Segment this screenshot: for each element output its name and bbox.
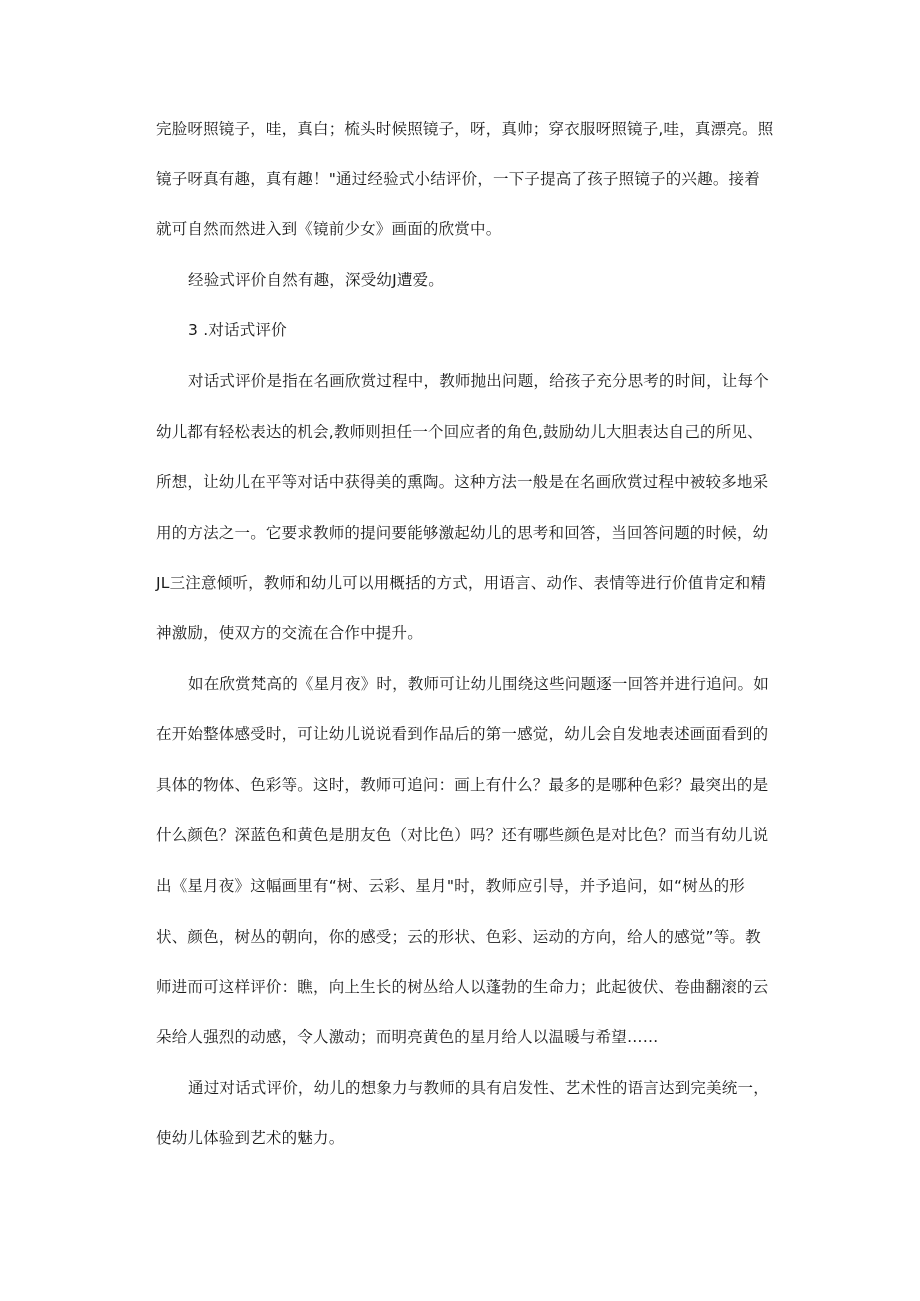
paragraph-4-line-6: 状、颜色，树丛的朝向，你的感受；云的形状、色彩、运动的方向，给人的感觉”等。教	[156, 928, 761, 946]
paragraph-4-line-4: 什么颜色？深蓝色和黄色是朋友色（对比色）吗？还有哪些颜色是对比色？而当有幼儿说	[156, 826, 769, 844]
paragraph-3-line-4: 用的方法之一。它要求教师的提问要能够激起幼儿的思考和回答，当回答问题的时候，幼	[156, 524, 769, 542]
paragraph-4-line-1: 如在欣赏梵高的《星月夜》时，教师可让幼儿围绕这些问题逐一回答并进行追问。如	[188, 675, 769, 693]
paragraph-2-line-1: 经验式评价自然有趣，深受幼J遭爱。	[188, 271, 444, 289]
paragraph-1-line-2: 镜子呀真有趣，真有趣！"通过经验式小结评价，一下子提高了孩子照镜子的兴趣。接着	[156, 170, 760, 188]
paragraph-3-line-5: JL三注意倾听，教师和幼儿可以用概括的方式，用语言、动作、表情等进行价值肯定和精	[156, 574, 767, 592]
section-heading: 3 .对话式评价	[188, 321, 287, 339]
paragraph-4-line-3: 具体的物体、色彩等。这时，教师可追问：画上有什么？最多的是哪种色彩？最突出的是	[156, 776, 769, 794]
paragraph-1-line-3: 就可自然而然进入到《镜前少女》画面的欣赏中。	[156, 220, 502, 238]
paragraph-3-line-1: 对话式评价是指在名画欣赏过程中，教师抛出问题，给孩子充分思考的时间，让每个	[188, 372, 769, 390]
paragraph-1-line-1: 完脸呀照镜子，哇，真白；梳头时候照镜子，呀，真帅；穿衣服呀照镜子,哇，真漂亮。照	[156, 120, 774, 138]
paragraph-5-line-2: 使幼儿体验到艺术的魅力。	[156, 1129, 345, 1147]
paragraph-3-line-3: 所想，让幼儿在平等对话中获得美的熏陶。这种方法一般是在名画欣赏过程中被较多地采	[156, 473, 769, 491]
paragraph-4-line-2: 在开始整体感受时，可让幼儿说说看到作品后的第一感觉，幼儿会自发地表述画面看到的	[156, 725, 769, 743]
paragraph-5-line-1: 通过对话式评价，幼儿的想象力与教师的具有启发性、艺术性的语言达到完美统一，	[188, 1079, 769, 1097]
paragraph-4-line-8: 朵给人强烈的动感，令人激动；而明亮黄色的星月给人以温暖与希望……	[156, 1028, 659, 1046]
paragraph-4-line-7: 师进而可这样评价：瞧，向上生长的树丛给人以蓬勃的生命力；此起彼伏、卷曲翻滚的云	[156, 978, 769, 996]
paragraph-3-line-6: 神激励，使双方的交流在合作中提升。	[156, 624, 423, 642]
paragraph-4-line-5: 出《星月夜》这幅画里有“树、云彩、星月"时，教师应引导，并予追问，如“树丛的形	[156, 877, 745, 895]
paragraph-3-line-2: 幼儿都有轻松表达的机会,教师则担任一个回应者的角色,鼓励幼儿大胆表达自己的所见、	[156, 423, 763, 441]
